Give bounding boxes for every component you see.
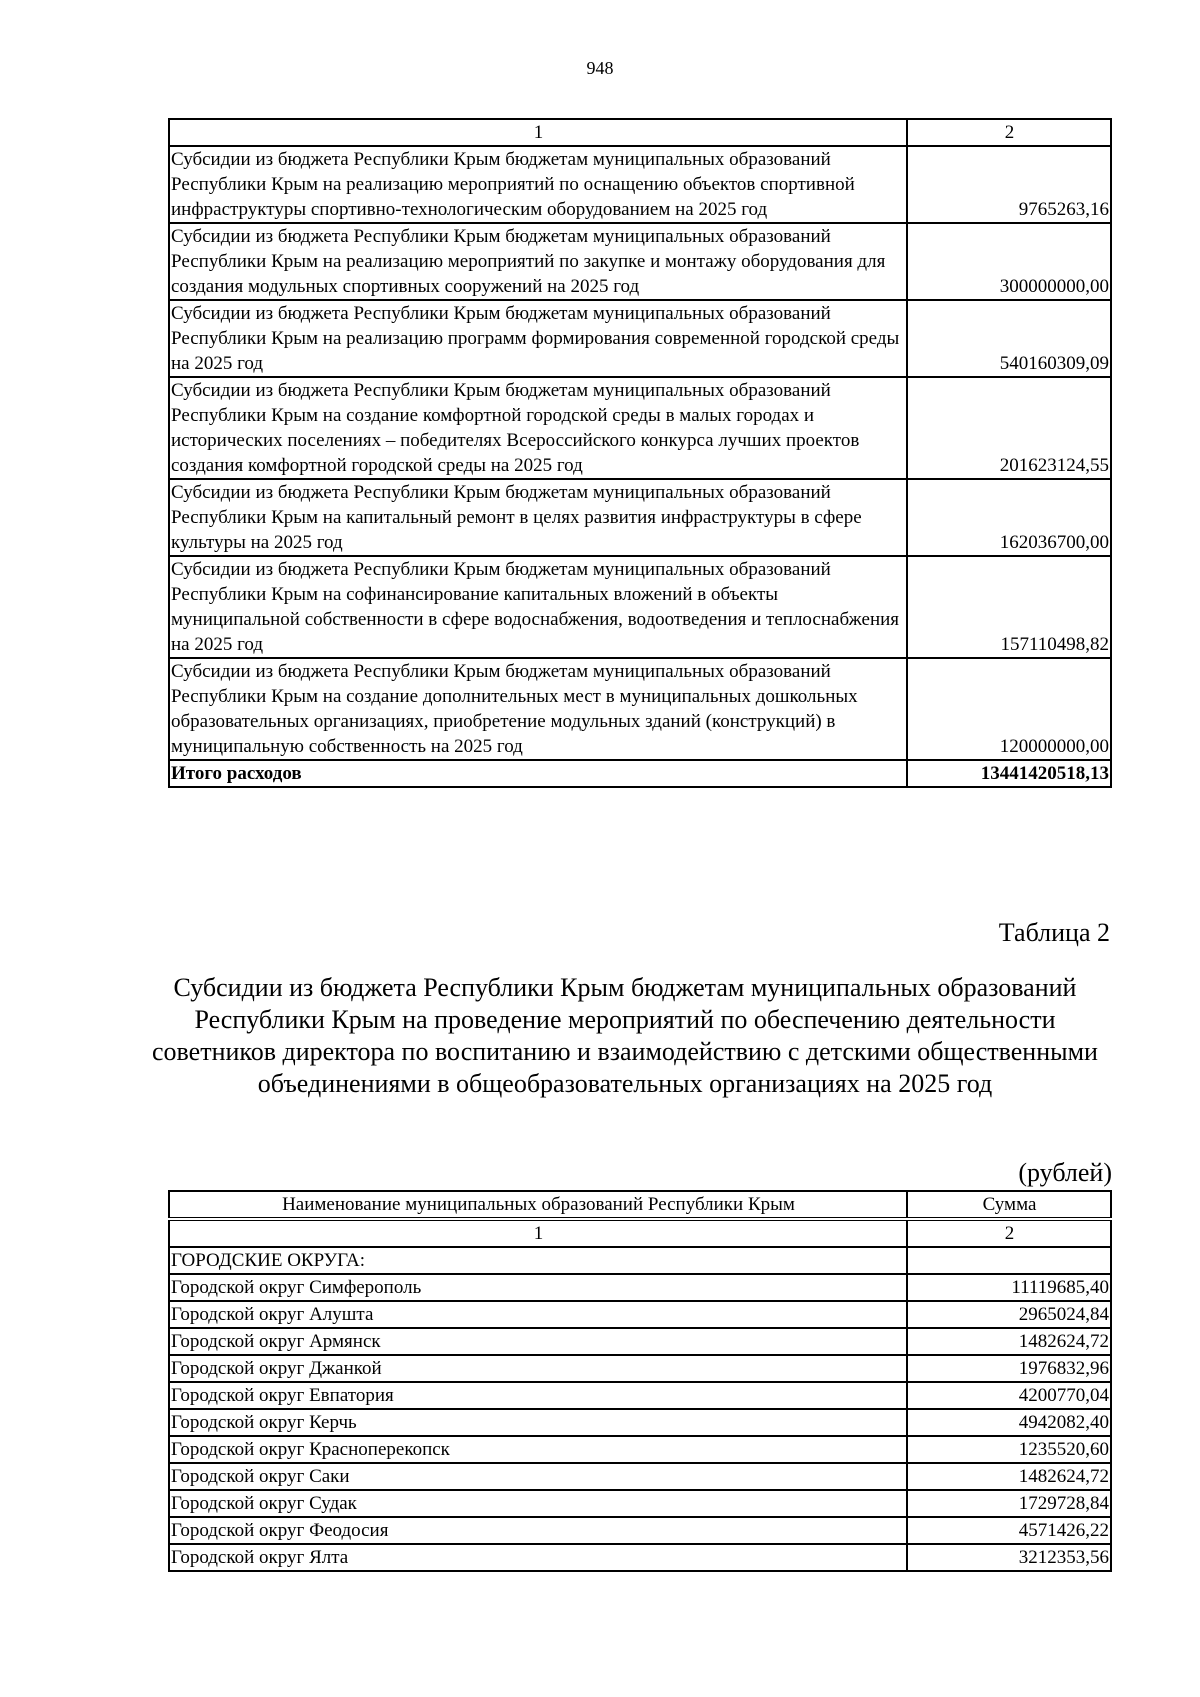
- row-description: Субсидии из бюджета Республики Крым бюджетам муниципальных образований Республики Крым на софинансирование капитальных вложений в объекты муниципальной собственности в сфере водоснабжения, водоотведения и теплоснабжения на 2025 год: [169, 556, 907, 658]
- row-description: Субсидии из бюджета Республики Крым бюджетам муниципальных образований Республики Крым на создание комфортной городской среды в малых городах и исторических поселениях – победителях Всероссийского конкурса лучших проектов создания комфортной городской среды на 2025 год: [169, 377, 907, 479]
- municipality-amount: 1482624,72: [907, 1463, 1111, 1490]
- column-number-row: [169, 1219, 1111, 1247]
- row-amount: 9765263,16: [907, 146, 1111, 223]
- row-amount: 162036700,00: [907, 479, 1111, 556]
- table-row: [169, 658, 1111, 760]
- table-row: [169, 1301, 1111, 1328]
- municipality-name: Городской округ Керчь: [169, 1409, 907, 1436]
- row-amount: 300000000,00: [907, 223, 1111, 300]
- row-description: Субсидии из бюджета Республики Крым бюджетам муниципальных образований Республики Крым на капитальный ремонт в целях развития инфраструктуры в сфере культуры на 2025 год: [169, 479, 907, 556]
- column-number-1: 1: [169, 1219, 907, 1247]
- municipality-amount: 4942082,40: [907, 1409, 1111, 1436]
- table-row: [169, 1517, 1111, 1544]
- municipality-name: Городской округ Симферополь: [169, 1274, 907, 1301]
- units-label: (рублей): [1018, 1158, 1112, 1187]
- total-amount: 13441420518,13: [907, 760, 1111, 787]
- municipality-name: Городской округ Красноперекопск: [169, 1436, 907, 1463]
- table-row: [169, 1274, 1111, 1301]
- header-amount: Сумма: [907, 1191, 1111, 1219]
- section-amount-empty: [907, 1247, 1111, 1274]
- table-row: [169, 1382, 1111, 1409]
- municipality-name: Городской округ Армянск: [169, 1328, 907, 1355]
- municipality-name: Городской округ Алушта: [169, 1301, 907, 1328]
- table-row: [169, 300, 1111, 377]
- table-row: [169, 146, 1111, 223]
- table-2-title: Субсидии из бюджета Республики Крым бюджетам муниципальных образований Республики Крым на проведение мероприятий по обеспечению деятельности советников директора по воспитанию и взаимодействию с детскими общественными объединениями в общеобразовательных организациях на 2025 год: [152, 973, 1098, 1098]
- row-description: Субсидии из бюджета Республики Крым бюджетам муниципальных образований Республики Крым на создание дополнительных мест в муниципальных дошкольных образовательных организациях, приобретение модульных зданий (конструкций) в муниципальную собственность на 2025 год: [169, 658, 907, 760]
- section-row: [169, 1247, 1111, 1274]
- table-row: [169, 1436, 1111, 1463]
- section-label: ГОРОДСКИЕ ОКРУГА:: [169, 1247, 907, 1274]
- row-amount: 120000000,00: [907, 658, 1111, 760]
- municipality-amount: 2965024,84: [907, 1301, 1111, 1328]
- table-row: [169, 1355, 1111, 1382]
- table-row: [169, 1544, 1111, 1571]
- row-amount: 201623124,55: [907, 377, 1111, 479]
- table-row: [169, 377, 1111, 479]
- total-label: Итого расходов: [169, 760, 907, 787]
- municipality-amount: 4571426,22: [907, 1517, 1111, 1544]
- column-number-2: 2: [907, 1219, 1111, 1247]
- header-name: Наименование муниципальных образований Республики Крым: [169, 1191, 907, 1219]
- advisors-subsidy-table: [168, 1190, 1112, 1572]
- municipality-amount: 11119685,40: [907, 1274, 1111, 1301]
- municipality-amount: 1976832,96: [907, 1355, 1111, 1382]
- row-amount: 157110498,82: [907, 556, 1111, 658]
- row-description: Субсидии из бюджета Республики Крым бюджетам муниципальных образований Республики Крым на реализацию мероприятий по оснащению объектов спортивной инфраструктуры спортивно-технологическим оборудованием на 2025 год: [169, 146, 907, 223]
- total-row: [169, 760, 1111, 787]
- header-row: [169, 1191, 1111, 1219]
- table-row: [169, 1328, 1111, 1355]
- table-2-label: Таблица 2: [998, 918, 1110, 947]
- table-row: [169, 479, 1111, 556]
- table-row: [169, 1409, 1111, 1436]
- municipality-name: Городской округ Евпатория: [169, 1382, 907, 1409]
- column-number-1: 1: [169, 119, 907, 146]
- column-number-row: [169, 119, 1111, 146]
- expenses-table-continued: [168, 118, 1112, 788]
- table-row: [169, 1490, 1111, 1517]
- row-amount: 540160309,09: [907, 300, 1111, 377]
- table-row: [169, 223, 1111, 300]
- table-row: [169, 556, 1111, 658]
- municipality-amount: 4200770,04: [907, 1382, 1111, 1409]
- row-description: Субсидии из бюджета Республики Крым бюджетам муниципальных образований Республики Крым на реализацию мероприятий по закупке и монтажу оборудования для создания модульных спортивных сооружений на 2025 год: [169, 223, 907, 300]
- municipality-name: Городской округ Ялта: [169, 1544, 907, 1571]
- municipality-name: Городской округ Саки: [169, 1463, 907, 1490]
- table-row: [169, 1463, 1111, 1490]
- municipality-amount: 1482624,72: [907, 1328, 1111, 1355]
- municipality-amount: 1235520,60: [907, 1436, 1111, 1463]
- municipality-name: Городской округ Джанкой: [169, 1355, 907, 1382]
- column-number-2: 2: [907, 119, 1111, 146]
- municipality-name: Городской округ Феодосия: [169, 1517, 907, 1544]
- municipality-amount: 1729728,84: [907, 1490, 1111, 1517]
- municipality-name: Городской округ Судак: [169, 1490, 907, 1517]
- page-number: 948: [586, 58, 614, 78]
- row-description: Субсидии из бюджета Республики Крым бюджетам муниципальных образований Республики Крым на реализацию программ формирования современной городской среды на 2025 год: [169, 300, 907, 377]
- municipality-amount: 3212353,56: [907, 1544, 1111, 1571]
